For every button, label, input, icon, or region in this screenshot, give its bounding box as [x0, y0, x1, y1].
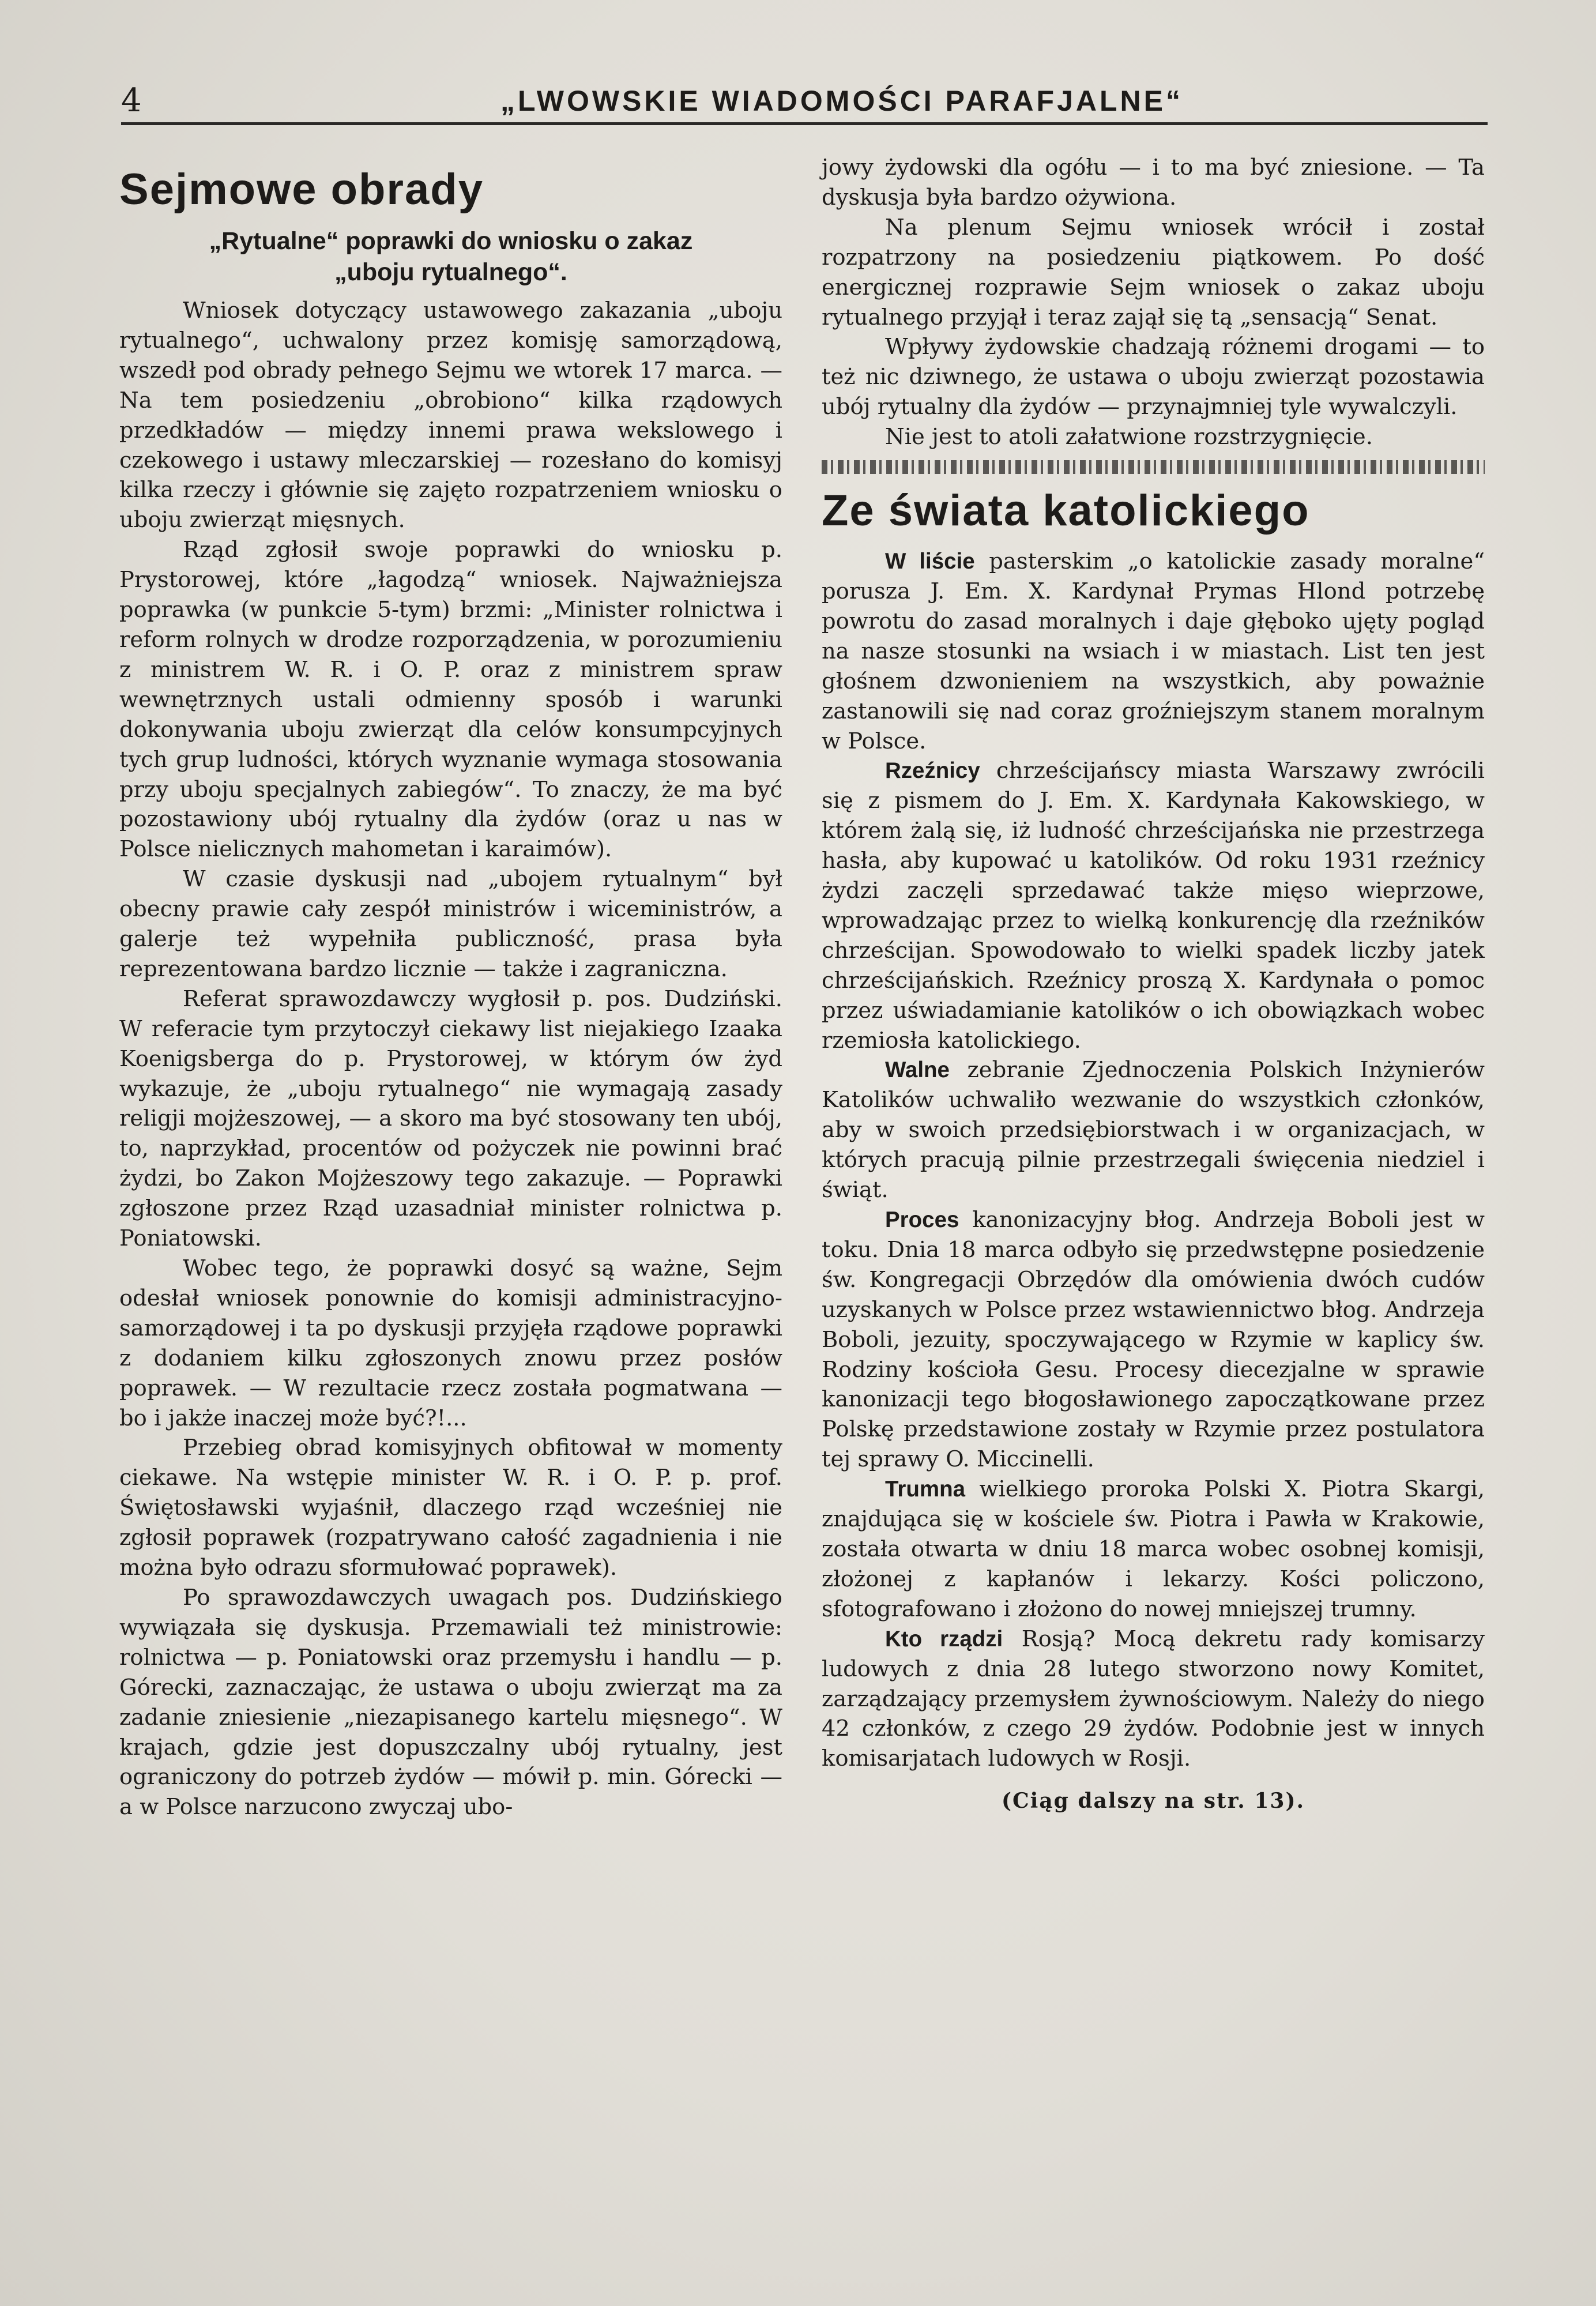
paragraph: Na plenum Sejmu wniosek wrócił i został rozpatrzony na posiedzeniu piątkowem. Po dość energicznej rozprawie Sejm wniosek o zakaz uboju rytualnego przyjął i teraz zajął się tą „sensacją“ Senat.: [822, 214, 1485, 330]
continuation-note: (Ciąg dalszy na str. 13).: [1001, 1789, 1305, 1814]
subtitle-line-2: „uboju rytualnego“.: [334, 258, 567, 286]
paragraph: Wpływy żydowskie chadzają różnemi drogami — to też nic dziwnego, że ustawa o uboju zwierząt pozostawia ubój rytualny dla żydów — przynajmniej tyle wywalczyli.: [822, 334, 1485, 420]
header-rule: [121, 122, 1488, 125]
news-item: [822, 547, 1485, 756]
news-item-text: Rosją? Mocą dekretu rady komisarzy ludowych z dnia 28 lutego stworzono nowy Komitet, zarządzający przemysłem żywnościowym. Należy do niego 42 członków, z czego 29 żydów. Podobnie jest w innych komisarjatach ludowych w Rosji.: [822, 1626, 1485, 1772]
article-subtitle: [119, 225, 782, 288]
news-item-lead: Walne: [885, 1058, 950, 1083]
news-item: [822, 1474, 1485, 1624]
news-item-text: pasterskim „o katolickie zasady moralne“ porusza J. Em. X. Kardynał Prymas Hlond potrzebę powrotu do zasad moralnych i daje głęboko ujęty pogląd na nasze stosunki na wsiach i w miastach. List ten jest głośnem dzwonieniem na wszystkich, aby poważnie zastanowili się nad coraz groźniejszym stanem moralnym w Polsce.: [822, 548, 1485, 754]
subtitle-line-1: „Rytualne“ poprawki do wniosku o zakaz: [209, 227, 693, 255]
paragraph: Przebieg obrad komisyjnych obfitował w momenty ciekawe. Na wstępie minister W. R. i O. P. p. prof. Świętosławski wyjaśnił, dlaczego rząd wcześniej nie zgłosił poprawek (rozpatrywano całość zagadnienia i nie można było odrazu sformułować poprawek).: [119, 1435, 782, 1581]
news-item: [822, 1205, 1485, 1474]
paragraph-continued: jowy żydowski dla ogółu — i to ma być zniesione. — Ta dyskusja była bardzo ożywiona.: [822, 155, 1485, 210]
news-item: [822, 756, 1485, 1055]
right-column: [822, 153, 1485, 2125]
paragraph: Nie jest to atoli załatwione rozstrzygnięcie.: [885, 424, 1373, 450]
news-item-lead: Kto rządzi: [885, 1626, 1003, 1652]
news-item-lead: Trumna: [885, 1477, 966, 1502]
left-column: [119, 153, 782, 2125]
news-item-text: kanonizacyjny błog. Andrzeja Boboli jest w toku. Dnia 18 marca odbyło się przedwstępne posiedzenie św. Kongregacji Obrzędów dla omówienia dwóch cudów uzyskanych w Polsce przez wstawiennictwo błog. Andrzeja Boboli, jezuity, spoczywającego w Rzymie w kaplicy św. Rodziny kościoła Gesu. Procesy diecezjalne w sprawie kanonizacji tego błogosławionego zapoczątkowane przez Polskę przedstawione zostały w Rzymie przez postulatora tej sprawy O. Miccinelli.: [822, 1207, 1485, 1473]
paragraph: Wniosek dotyczący ustawowego zakazania „uboju rytualnego“, uchwalony przez komisję samorządową, wszedł pod obrady pełnego Sejmu we wtorek 17 marca. — Na tem posiedzeniu „obrobiono“ kilka rządowych przedkładów — między innemi prawa wekslowego i czekowego i ustawy mleczarskiej — rozesłano do komisyj kilka rzeczy i głównie się zajęto rozpatrzeniem wniosku o uboju zwierząt mięsnych.: [119, 298, 782, 533]
running-title: „LWOWSKIE WIADOMOŚCI PARAFJALNE“: [500, 85, 1184, 117]
news-item-lead: Proces: [885, 1207, 959, 1232]
news-item-text: wielkiego proroka Polski X. Piotra Skargi, znajdująca się w kościele św. Piotra i Pawła w Krakowie, została otwarta w dniu 18 marca wobec osobnej komisji, złożonej z kapłanów i lekarzy. Kości policzono, sfotografowano i złożono do nowej mniejszej trumny.: [822, 1476, 1485, 1622]
news-item-lead: Rzeźnicy: [885, 758, 980, 784]
paragraph: Wobec tego, że poprawki dosyć są ważne, Sejm odesłał wniosek ponownie do komisji administracyjno-samorządowej i ta po dyskusji przyjęła rządowe poprawki z dodaniem kilku zgłoszonych znowu przez posłów poprawek. — W rezultacie rzecz została pogmatwana — bo i jakże inaczej może być?!...: [119, 1255, 782, 1431]
news-item-lead: W liście: [885, 549, 975, 574]
paragraph: Rząd zgłosił swoje poprawki do wniosku p. Prystorowej, które „łagodzą“ wniosek. Najważniejsza poprawka (w punkcie 5-tym) brzmi: „Minister rolnictwa i reform rolnych w drodze rozporządzenia, w porozumieniu z ministrem W. R. i O. P. oraz z ministrem spraw wewnętrznych ustali odmienny sposób i warunki dokonywania uboju zwierząt dla celów konsumpcyjnych tych grup ludności, których wyznanie wymaga stosowania przy uboju specjalnych zabiegów“. To znaczy, że ma być pozostawiony ubój rytualny dla żydów (oraz u nas w Polsce nielicznych mahometan i karaimów).: [119, 537, 782, 863]
page-number: 4: [121, 82, 142, 119]
ornamental-divider: [822, 460, 1485, 474]
page-header: [121, 75, 1488, 127]
news-item-text: chrześcijańscy miasta Warszawy zwrócili się z pismem do J. Em. X. Kardynała Kakowskiego, w którem żalą się, iż ludność chrześcijańska nie przestrzega hasła, aby kupować u katolików. Od roku 1931 rzeźnicy żydzi zaczęli sprzedawać także mięso wieprzowe, wprowadzając przez to wielką konkurencję dla rzeźników chrześcijan. Spowodowało to wielki spadek liczby jatek chrześcijańskich. Rzeźnicy proszą X. Kardynała o pomoc przez uświadamianie katolików o ich obowiązkach wobec rzemiosła katolickiego.: [822, 758, 1485, 1054]
news-item: [822, 1624, 1485, 1774]
article-title-sejmowe-obrady: Sejmowe obrady: [119, 165, 484, 214]
news-item: [822, 1055, 1485, 1205]
article-title-ze-swiata-katolickiego: Ze świata katolickiego: [822, 486, 1310, 536]
paragraph: Referat sprawozdawczy wygłosił p. pos. Dudziński. W referacie tym przytoczył ciekawy list niejakiego Izaaka Koenigsberga do p. Prystorowej, w którym ów żyd wykazuje, że „uboju rytualnego“ nie wymagają zasady religji mojżeszowej, — a skoro ma być stosowany ten ubój, to, naprzykład, procentów od pożyczek nie powinni brać żydzi, bo Zakon Mojżeszowy tego zakazuje. — Poprawki zgłoszone przez Rząd uzasadniał minister rolnictwa p. Poniatowski.: [119, 985, 782, 1252]
news-item-text: zebranie Zjednoczenia Polskich Inżynierów Katolików uchwaliło wezwanie do wszystkich członków, aby w swoich przedsiębiorstwach i w organizacjach, w których pracują pilnie przestrzegali święcenia niedziel i świąt.: [822, 1057, 1485, 1203]
paragraph: W czasie dyskusji nad „ubojem rytualnym“ był obecny prawie cały zespół ministrów i wiceministrów, a galerje też wypełniła publiczność, prasa była reprezentowana bardzo licznie — także i zagraniczna.: [119, 866, 782, 982]
paragraph: Po sprawozdawczych uwagach pos. Dudzińskiego wywiązała się dyskusja. Przemawiali też ministrowie: rolnictwa — p. Poniatowski oraz przemysłu i handlu — p. Górecki, zaznaczając, że ustawa o uboju zwierząt ma za zadanie zniesienie „niezapisanego kartelu mięsnego“. W krajach, gdzie jest dopuszczalny ubój rytualny, jest ograniczony do potrzeb żydów — mówił p. min. Górecki — a w Polsce narzucono zwyczaj ubo-: [119, 1584, 782, 1820]
